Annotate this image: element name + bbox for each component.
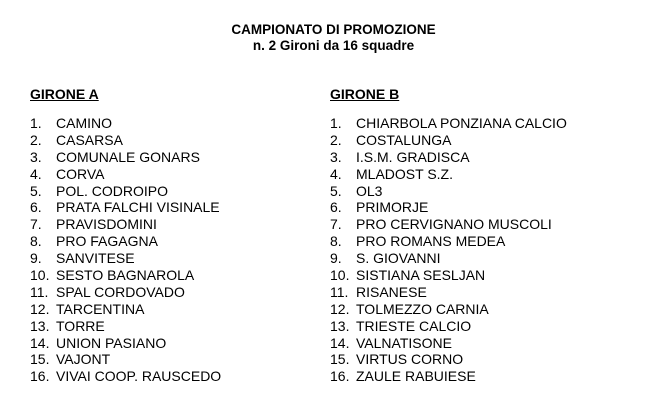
team-list-item [330,250,567,267]
team-number: 12. [330,300,350,317]
team-list-item [330,368,567,385]
team-list-item [330,267,567,284]
team-list-item [30,149,221,166]
team-name: TORRE [56,317,105,334]
team-list-item [30,115,221,132]
team-name: CASARSA [56,131,123,148]
team-number: 3. [30,148,42,165]
team-number: 1. [330,115,342,131]
team-number: 14. [30,334,50,351]
team-name: S. GIOVANNI [356,250,441,267]
team-number: 16. [30,368,50,385]
team-name: CHIARBOLA PONZIANA CALCIO [356,115,567,131]
team-number: 6. [30,199,42,216]
team-list-item [30,183,221,200]
team-number: 5. [30,182,42,199]
team-list-item [330,132,567,149]
team-list-item [330,149,567,166]
team-name: COSTALUNGA [356,131,452,148]
team-list-item [330,318,567,335]
group-a-team-list [30,115,221,385]
team-list-item [30,216,221,233]
team-name: VIVAI COOP. RAUSCEDO [56,368,222,385]
team-number: 13. [330,317,350,334]
team-name: MLADOST S.Z. [356,165,453,182]
team-list-item [30,284,221,301]
team-list-item [30,368,221,385]
document-heading [0,22,667,54]
team-name: POL. CODROIPO [56,182,169,199]
team-number: 8. [30,233,42,250]
team-number: 16. [330,368,350,385]
team-list-item [30,318,221,335]
team-name: PRIMORJE [356,199,429,216]
team-number: 15. [30,351,50,368]
team-number: 7. [330,216,342,233]
team-name: PRAVISDOMINI [56,216,157,233]
team-list-item [30,199,221,216]
team-name: TRIESTE CALCIO [356,317,472,334]
team-name: SESTO BAGNAROLA [56,267,195,284]
group-a-header: GIRONE A [30,86,99,102]
group-b-team-list [330,115,567,385]
team-name: CAMINO [56,115,112,131]
team-number: 6. [330,199,342,216]
team-list-item [30,166,221,183]
team-number: 3. [330,148,342,165]
team-number: 10. [30,267,50,284]
team-name: UNION PASIANO [56,334,167,351]
team-list-item [30,250,221,267]
team-name: VIRTUS CORNO [356,351,464,368]
team-name: PRO ROMANS MEDEA [356,233,506,250]
team-number: 5. [330,182,342,199]
team-list-item [330,216,567,233]
team-number: 8. [330,233,342,250]
team-name: OL3 [356,182,383,199]
team-name: PRO CERVIGNANO MUSCOLI [356,216,552,233]
team-list-item [330,351,567,368]
team-list-item [30,335,221,352]
team-number: 14. [330,334,350,351]
team-list-item [330,284,567,301]
team-number: 11. [330,283,349,300]
team-name: SANVITESE [56,250,135,267]
team-list-item [330,335,567,352]
team-list-item [330,166,567,183]
team-name: RISANESE [356,283,427,300]
team-list-item [30,301,221,318]
team-name: I.S.M. GRADISCA [356,148,470,165]
team-number: 15. [330,351,350,368]
team-name: VAJONT [56,351,111,368]
team-list-item [30,351,221,368]
team-number: 11. [30,283,49,300]
team-name: COMUNALE GONARS [56,148,200,165]
team-number: 1. [30,115,42,131]
team-list-item [30,233,221,250]
team-name: PRATA FALCHI VISINALE [56,199,220,216]
team-name: PRO FAGAGNA [56,233,158,250]
team-number: 2. [330,131,342,148]
team-number: 9. [30,250,42,267]
team-name: VALNATISONE [356,334,452,351]
team-number: 2. [30,131,42,148]
team-list-item [330,183,567,200]
team-list-item [30,132,221,149]
group-b [330,85,567,385]
team-name: CORVA [56,165,105,182]
team-name: TOLMEZZO CARNIA [356,300,489,317]
team-list-item [330,301,567,318]
team-number: 4. [30,165,42,182]
document-subtitle: n. 2 Gironi da 16 squadre [252,38,415,53]
group-a [30,85,221,385]
team-list-item [30,267,221,284]
team-list-item [330,199,567,216]
team-name: SPAL CORDOVADO [56,283,185,300]
team-number: 12. [30,300,50,317]
team-list-item [330,115,567,132]
team-name: ZAULE RABUIESE [356,368,476,385]
team-list-item [330,233,567,250]
team-name: TARCENTINA [56,300,145,317]
team-number: 7. [30,216,42,233]
document-title: CAMPIONATO DI PROMOZIONE [231,22,436,37]
team-number: 10. [330,267,350,284]
team-number: 13. [30,317,50,334]
team-number: 4. [330,165,342,182]
group-b-header: GIRONE B [330,86,400,102]
team-name: SISTIANA SESLJAN [356,267,486,284]
team-number: 9. [330,250,342,267]
